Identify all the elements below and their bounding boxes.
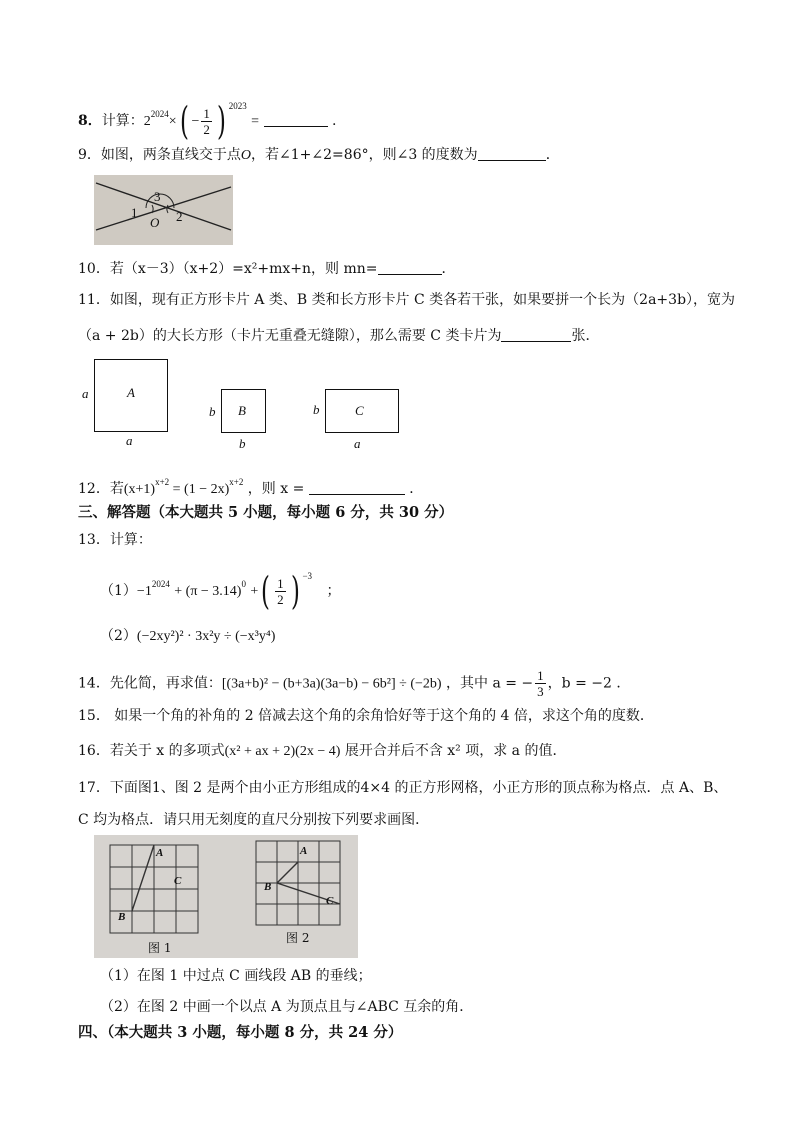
question-16: 16．若关于 x 的多项式(x² + ax + 2)(2x − 4) 展开合并后不含 x² 项，求 a 的值． [78, 743, 567, 759]
question-13-part-2: （2）(−2xy²)² · 3x²y ÷ (−x³y⁴) [100, 628, 276, 644]
question-13-part-1: $(1)-1^{2024} + (\pi - 3.14)^0$ +( $\frac{1}{2}$ ) $^{-3}$ ； [100, 569, 341, 613]
answer-blank[interactable] [501, 327, 571, 342]
answer-blank[interactable] [378, 260, 442, 275]
answer-blank[interactable] [478, 146, 546, 161]
question-17-line-2: C 均为格点．请只用无刻度的直尺分别按下列要求画图． [78, 812, 430, 828]
question-11-line-2: （a + 2b）的大长方形（卡片无重叠无缝隙），那么需要 C 类卡片为 张． [78, 328, 600, 344]
question-13-title: 13．计算： [78, 532, 152, 548]
section-heading-3: 三、解答题（本大题共 5 小题，每小题 6 分，共 30 分） [78, 504, 454, 521]
question-11-line-1: 11．如图，现有正方形卡片 A 类、B 类和长方形卡片 C 类各若干张，如果要拼一个长为（2a+3b），宽为 [78, 292, 736, 308]
question-15: 15． 如果一个角的补角的 2 倍减去这个角的余角恰好等于这个角的 4 倍，求这个角的度数． [78, 708, 654, 724]
intersecting-lines-diagram [94, 175, 233, 245]
fraction: $\frac{1}{2}$ [203, 105, 210, 137]
answer-blank[interactable] [264, 112, 328, 127]
question-number: 8． [78, 113, 102, 129]
question-9: 9．如图，两条直线交于点O，若∠1+∠2=86°，则∠3 的度数为 ． [78, 147, 560, 163]
question-10: 10．若（x－3）（x+2）=x²+mx+n，则 mn= ． [78, 261, 456, 277]
question-12: 12．若$(x+1)^{x+2} = (1 - 2x)^{x+2}$ ，则 x = ． [78, 477, 424, 497]
answer-blank[interactable] [309, 480, 405, 495]
grid-figures-diagram [94, 835, 358, 958]
question-17-part-1: （1）在图 1 中过点 C 画线段 AB 的垂线； [100, 968, 372, 984]
question-17-line-1: 17．下面图1、图 2 是两个由小正方形组成的4×4 的正方形网格，小正方形的顶点称为格点．点 A、B、 [78, 780, 728, 796]
section-heading-4: 四、（本大题共 3 小题，每小题 8 分，共 24 分） [78, 1024, 403, 1041]
question-17-part-2: （2）在图 2 中画一个以点 A 为顶点且与∠ABC 互余的角． [100, 999, 474, 1015]
fraction: $\frac{1}{3}$ [537, 668, 544, 699]
figure-intersecting-lines: 3 1 2 O [94, 175, 233, 245]
figure-grids-photo: A C B A B C 图 1 图 2 [94, 835, 358, 958]
fraction: $\frac{1}{2}$ [277, 575, 284, 607]
question-8: 8．计算：$2^{2024}\times$( − $\frac{1}{2}$ ) $^{2023}$ = . [78, 99, 337, 143]
question-14: 14．先化简，再求值：[(3a+b)² − (b+3a)(3a−b) − 6b²] ÷ (−2b) ，其中 a = − $\frac{1}{3}$ ，b = −2 ． [78, 668, 631, 699]
